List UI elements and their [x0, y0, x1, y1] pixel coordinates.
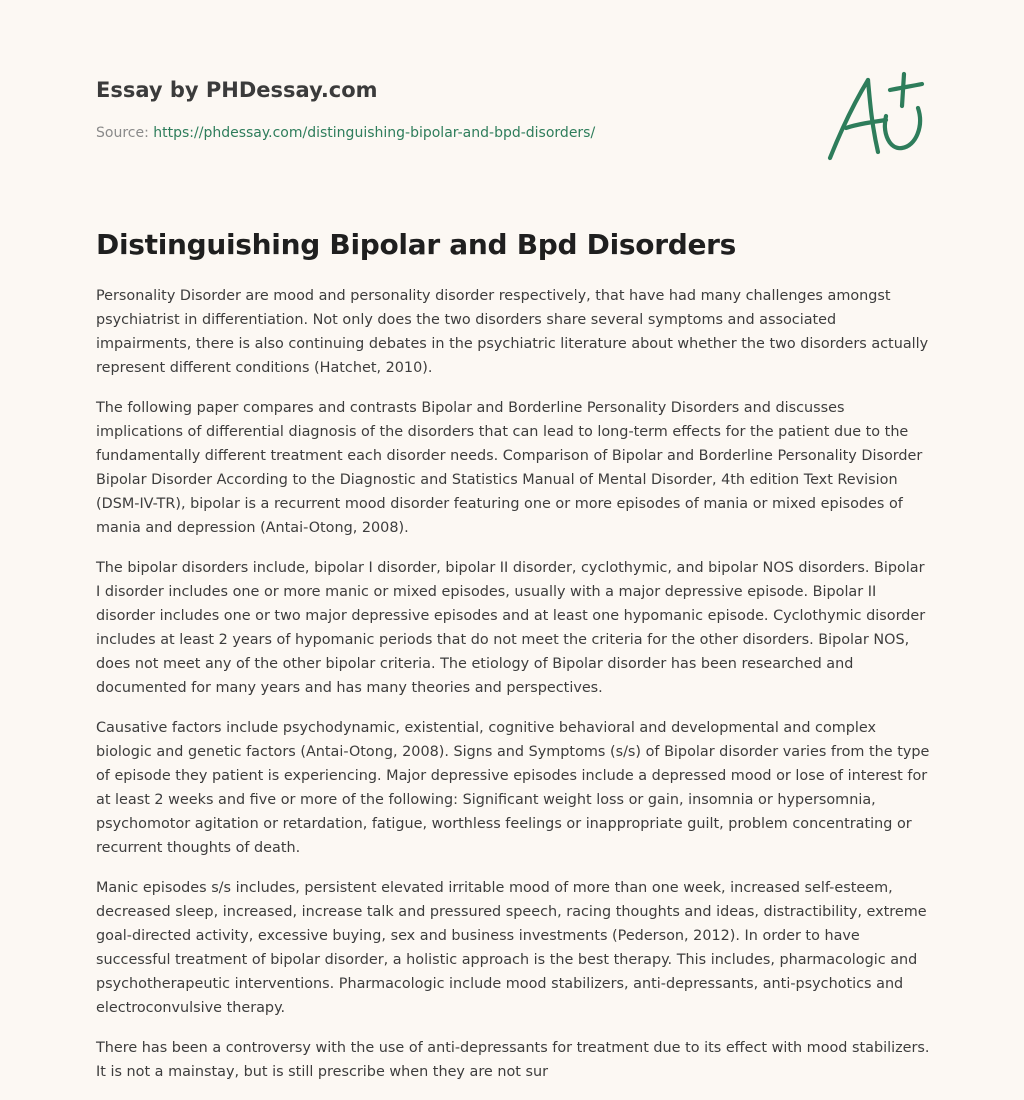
paragraph: Causative factors include psychodynamic, existential, cognitive behavioral and developmental and complex biologic and genetic factors (Antai-Otong, 2008). Signs and Symptoms (s/s) of Bipolar disorder varies from the type of episode they patient is experiencing. Major depressive episodes include a depressed mood or lose of interest for at least 2 weeks and five or more of the following: Significant weight loss or gain, insomnia or hypersomnia, psychomotor agitation or retardation, fatigue, worthless feelings or inappropriate guilt, problem concentrating or recurrent thoughts of death.: [96, 720, 930, 856]
source-label: Source:: [96, 125, 154, 141]
paragraph: Personality Disorder are mood and personality disorder respectively, that have had many challenges amongst psychiatrist in differentiation. Not only does the two disorders share several symptoms and associated impairments, there is also continuing debates in the psychiatric literature about whether the two disorders actually represent different conditions (Hatchet, 2010).: [96, 288, 929, 376]
source-line: [96, 124, 595, 142]
essay-body: [96, 284, 932, 1100]
a-plus-logo-icon: [820, 68, 928, 164]
paragraph: The following paper compares and contrasts Bipolar and Borderline Personality Disorders and discusses implications of differential diagnosis of the disorders that can lead to long-term effects for the patient due to the fundamentally different treatment each disorder needs. Comparison of Bipolar and Borderline Personality Disorder Bipolar Disorder According to the Diagnostic and Statistics Manual of Mental Disorder, 4th edition Text Revision (DSM-IV-TR), bipolar is a recurrent mood disorder featuring one or more episodes of mania or mixed episodes of mania and depression (Antai-Otong, 2008).: [96, 400, 923, 536]
paragraph: The bipolar disorders include, bipolar I disorder, bipolar II disorder, cyclothymic, and bipolar NOS disorders. Bipolar I disorder includes one or more manic or mixed episodes, usually with a major depressive episode. Bipolar II disorder includes one or two major depressive episodes and at least one hypomanic episode. Cyclothymic disorder includes at least 2 years of hypomanic periods that do not meet the criteria for the other disorders. Bipolar NOS, does not meet any of the other bipolar criteria. The etiology of Bipolar disorder has been researched and documented for many years and has many theories and perspectives.: [96, 560, 926, 696]
site-brand: Essay by PHDessay.com: [96, 78, 378, 102]
essay-title: Distinguishing Bipolar and Bpd Disorders: [96, 228, 737, 261]
paragraph: There has been a controversy with the use of anti-depressants for treatment due to its effect with mood stabilizers. It is not a mainstay, but is still prescribe when they are not sur: [96, 1040, 930, 1080]
paragraph: Manic episodes s/s includes, persistent elevated irritable mood of more than one week, increased self-esteem, decreased sleep, increased, increase talk and pressured speech, racing thoughts and ideas, distractibility, extreme goal-directed activity, excessive buying, sex and business investments (Pederson, 2012). In order to have successful treatment of bipolar disorder, a holistic approach is the best therapy. This includes, pharmacologic and psychotherapeutic interventions. Pharmacologic include mood stabilizers, anti-depressants, anti-psychotics and electroconvulsive therapy.: [96, 880, 927, 1016]
source-link[interactable]: https://phdessay.com/distinguishing-bipolar-and-bpd-disorders/: [153, 125, 596, 141]
